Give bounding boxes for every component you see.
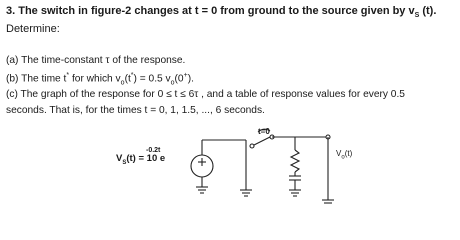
- ground-symbol-output: [322, 200, 334, 203]
- ground-symbol-left: [196, 187, 208, 193]
- resistor-symbol: [291, 150, 299, 172]
- source-label: $V_S(t) = 10$ e: [116, 153, 166, 166]
- item-a: (a) The time-constant τ of the response.: [6, 55, 186, 66]
- question-title: 3. The switch in figure-2 changes at t = 0 from ground to the source given by $v_S$ (t).: [6, 5, 437, 20]
- item-c-line2: seconds. That is, for the times t = 0, 1, 1.5, ..., 6 seconds.: [6, 105, 265, 116]
- ground-symbol-right: [289, 190, 301, 196]
- item-b: (b) The time t* for which $v_o(t^*) = 0.5$ $v_o(0^+)$.: [6, 72, 194, 87]
- ground-symbol-middle: [240, 190, 252, 196]
- output-label: $V_o(t)$: [336, 149, 353, 161]
- determine-label: Determine:: [6, 23, 60, 35]
- source-exponent: -0.2t: [146, 147, 161, 154]
- switch-label: t=0: [258, 127, 270, 136]
- item-c-line1: (c) The graph of the response for 0 ≤ t ≤ 6τ , and a table of response values for every 0.5: [6, 89, 405, 100]
